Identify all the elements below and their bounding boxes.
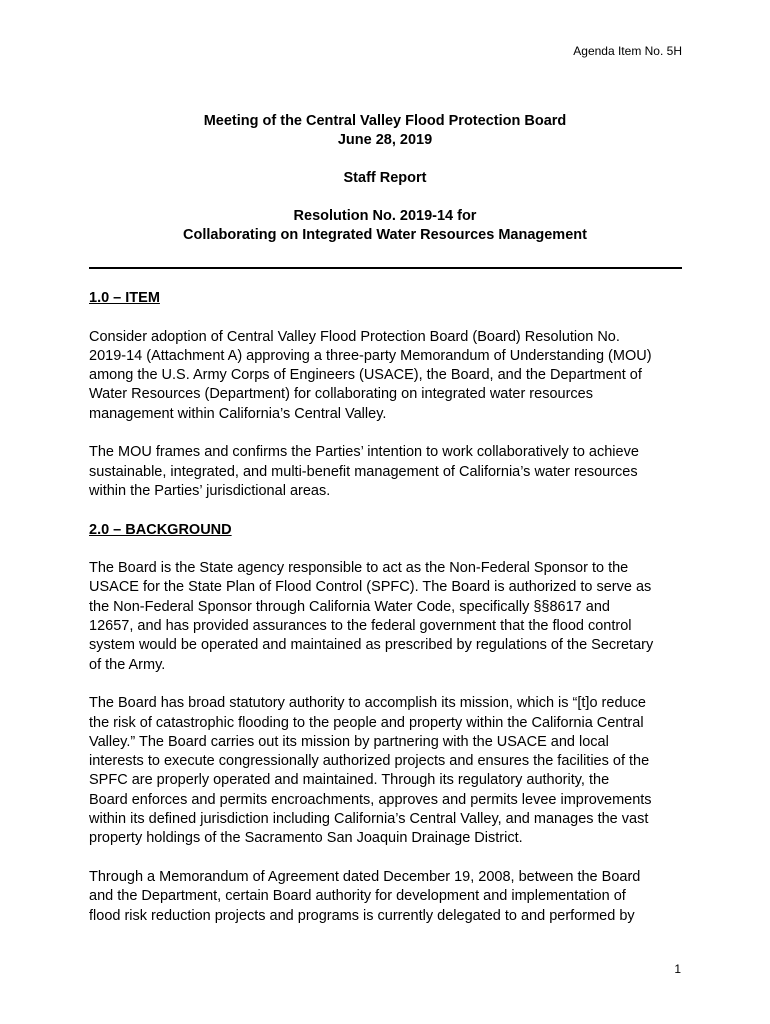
resolution-subject: Collaborating on Integrated Water Resources Management — [183, 227, 587, 243]
text-line: system would be operated and maintained as prescribed by regulations of the Secretary — [89, 637, 654, 654]
text-line: of the Army. — [89, 656, 166, 673]
text-line: interests to execute congressionally authorized projects and ensures the facilities of the — [89, 753, 650, 770]
text-line: within the Parties’ jurisdictional areas. — [89, 482, 331, 499]
agenda-item-label: Agenda Item No. 5H — [573, 44, 682, 58]
text-line: management within California’s Central Valley. — [89, 405, 387, 422]
text-line: The Board is the State agency responsible to act as the Non-Federal Sponsor to the — [89, 560, 629, 577]
text-line: Water Resources (Department) for collaborating on integrated water resources — [89, 386, 593, 403]
text-line: Consider adoption of Central Valley Flood Protection Board (Board) Resolution No. — [89, 328, 620, 345]
text-line: the Non-Federal Sponsor through California Water Code, specifically §§8617 and — [89, 598, 610, 615]
text-line: property holdings of the Sacramento San Joaquin Drainage District. — [89, 830, 523, 847]
paragraph-background-2 — [89, 694, 689, 848]
paragraph-item-1 — [89, 328, 689, 424]
text-line: among the U.S. Army Corps of Engineers (USACE), the Board, and the Department of — [89, 367, 642, 384]
report-type: Staff Report — [343, 170, 427, 186]
header-divider — [89, 267, 682, 269]
text-line: 12657, and has provided assurances to the federal government that the flood control — [89, 618, 632, 635]
section-heading-background: 2.0 – BACKGROUND — [89, 521, 232, 538]
text-line: The Board has broad statutory authority to accomplish its mission, which is “[t]o reduce — [89, 695, 646, 712]
paragraph-background-3 — [89, 868, 689, 926]
text-line: and the Department, certain Board authority for development and implementation of — [89, 888, 626, 905]
paragraph-item-2 — [89, 443, 689, 501]
text-line: Valley.” The Board carries out its mission by partnering with the USACE and local — [89, 733, 609, 750]
text-line: sustainable, integrated, and multi-benefit management of California’s water resources — [89, 463, 638, 480]
text-line: 2019-14 (Attachment A) approving a three-party Memorandum of Understanding (MOU) — [89, 347, 652, 364]
resolution-line: Resolution No. 2019-14 for — [293, 208, 477, 224]
text-line: within its defined jurisdiction including California’s Central Valley, and manages the vast — [89, 811, 649, 828]
text-line: flood risk reduction projects and programs is currently delegated to and performed by — [89, 907, 635, 924]
report-body — [89, 289, 689, 945]
text-line: the risk of catastrophic flooding to the people and property within the California Central — [89, 714, 644, 731]
section-heading-item: 1.0 – ITEM — [89, 290, 160, 306]
paragraph-background-1 — [89, 559, 689, 675]
text-line: Through a Memorandum of Agreement dated December 19, 2008, between the Board — [89, 868, 641, 885]
text-line: The MOU frames and confirms the Parties’ intention to work collaboratively to achieve — [89, 444, 639, 461]
text-line: SPFC are properly operated and maintained. Through its regulatory authority, the — [89, 772, 610, 789]
header-spacer — [0, 188, 770, 207]
report-header — [0, 112, 770, 245]
text-line: USACE for the State Plan of Flood Control (SPFC). The Board is authorized to serve as — [89, 579, 652, 596]
meeting-title: Meeting of the Central Valley Flood Protection Board — [203, 113, 567, 129]
text-line: Board enforces and permits encroachments, approves and permits levee improvements — [89, 791, 652, 808]
page-number: 1 — [674, 962, 681, 976]
meeting-date: June 28, 2019 — [337, 132, 433, 148]
header-spacer — [0, 150, 770, 169]
